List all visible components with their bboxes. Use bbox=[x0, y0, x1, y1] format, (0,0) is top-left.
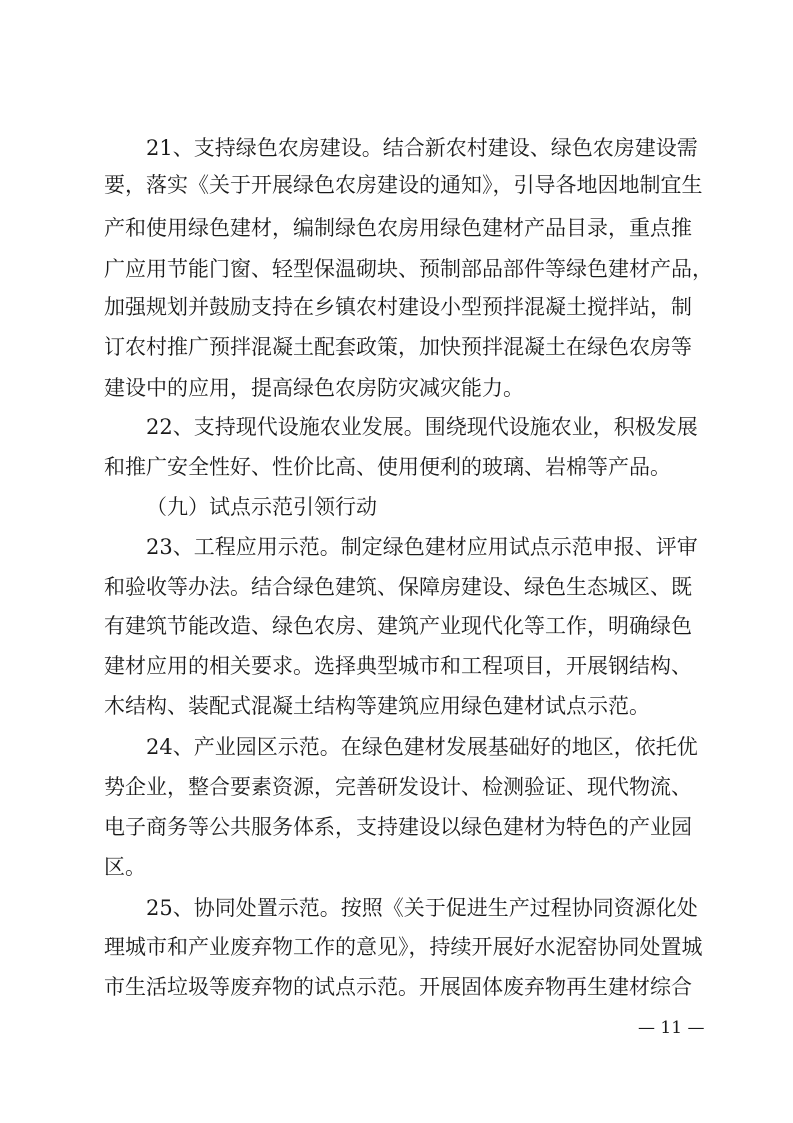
line-text: 电子商务等公共服务体系，支持建设以绿色建材为特色的产业园 bbox=[104, 815, 692, 839]
line-text: 加强规划并鼓励支持在乡镇农村建设小型预拌混凝土搅拌站，制 bbox=[104, 295, 692, 319]
line-text: 24、产业园区示范。在绿色建材发展基础好的地区，依托优 bbox=[146, 735, 698, 759]
line-text: 木结构、装配式混凝土结构等建筑应用绿色建材试点示范。 bbox=[104, 694, 650, 718]
line-text: 区。 bbox=[104, 855, 146, 879]
line-text: 21、支持绿色农房建设。结合新农村建设、绿色农房建设需 bbox=[146, 136, 698, 160]
page-number: — 11 — bbox=[638, 1018, 705, 1038]
line-text: 势企业，整合要素资源，完善研发设计、检测验证、现代物流、 bbox=[104, 775, 692, 799]
line-text: 和推广安全性好、性价比高、使用便利的玻璃、岩棉等产品。 bbox=[104, 455, 671, 479]
line-text: 建设中的应用，提高绿色农房防灾减灾能力。 bbox=[104, 376, 524, 400]
line-text: 订农村推广预拌混凝土配套政策，加快预拌混凝土在绿色农房等 bbox=[104, 335, 692, 359]
line-text: 产和使用绿色建材，编制绿色农房用绿色建材产品目录，重点推 bbox=[104, 216, 692, 240]
line-text: 理城市和产业废弃物工作的意见》，持续开展好水泥窑协同处置城 bbox=[104, 935, 703, 959]
line-text: 市生活垃圾等废弃物的试点示范。开展固体废弃物再生建材综合 bbox=[104, 975, 692, 999]
line-text: 广应用节能门窗、轻型保温砌块、预制部品部件等绿色建材产品， bbox=[104, 257, 713, 281]
line-text: 建材应用的相关要求。选择典型城市和工程项目，开展钢结构、 bbox=[104, 654, 692, 678]
line-text: 有建筑节能改造、绿色农房、建筑产业现代化等工作，明确绿色 bbox=[104, 614, 692, 638]
text-line bbox=[0, 972, 793, 1022]
line-text: 和验收等办法。结合绿色建筑、保障房建设、绿色生态城区、既 bbox=[104, 575, 692, 599]
line-text: 23、工程应用示范。制定绿色建材应用试点示范申报、评审 bbox=[146, 535, 698, 559]
line-text: 22、支持现代设施农业发展。围绕现代设施农业，积极发展 bbox=[146, 415, 698, 439]
line-text: 要，落实《关于开展绿色农房建设的通知》，引导各地因地制宜生 bbox=[104, 173, 703, 197]
section-heading-text: （九）试点示范引领行动 bbox=[146, 495, 377, 519]
line-text: 25、协同处置示范。按照《关于促进生产过程协同资源化处 bbox=[146, 896, 698, 920]
